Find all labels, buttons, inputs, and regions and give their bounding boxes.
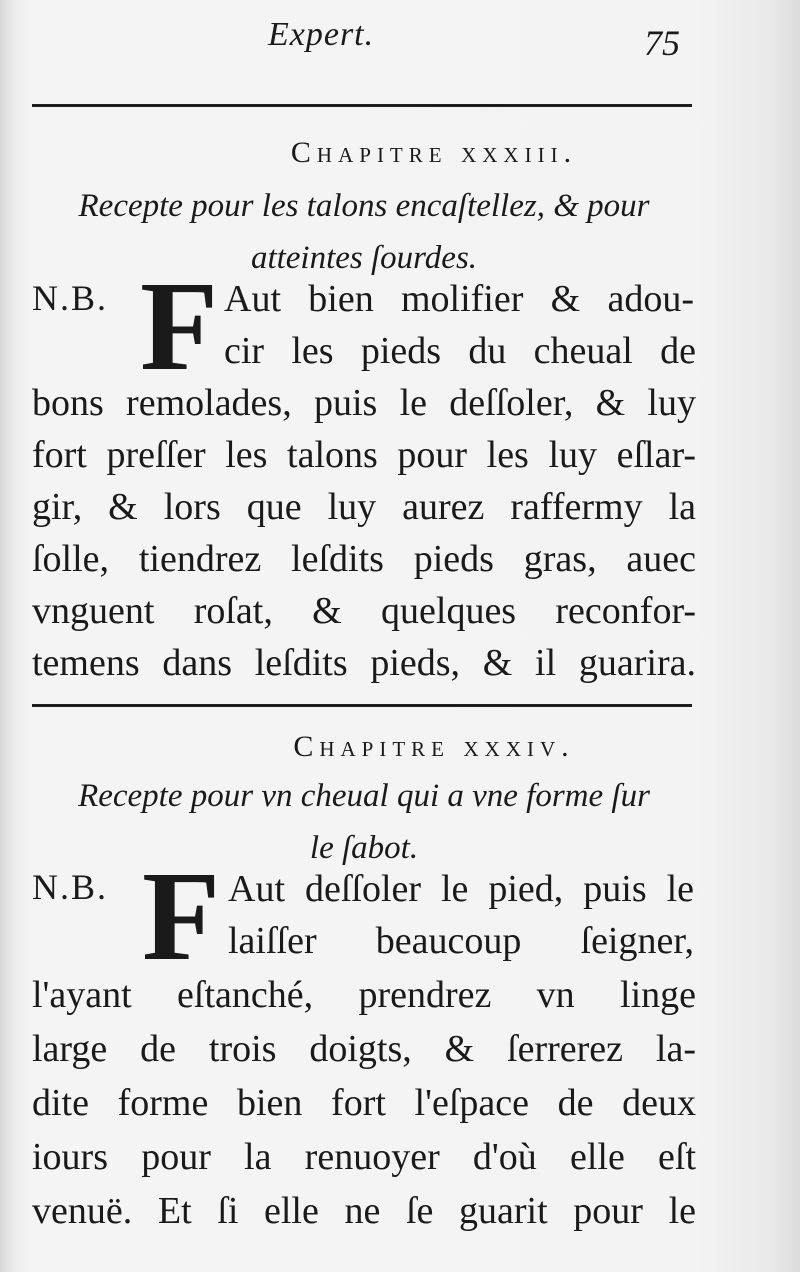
chapter-34-title: [32, 770, 696, 874]
chapter-34-nb-marker: N.B.: [32, 867, 109, 907]
chapter-33-line-6: ſolle, tiendrez leſdits pieds gras, auec: [32, 538, 696, 580]
chapter-33-title-line-2: atteintes ſourdes.: [250, 240, 478, 276]
chapter-34-title-line-2: le ſabot.: [309, 830, 419, 866]
chapter-34-line-7: venuë. Et ſi elle ne ſe guarit pour le: [32, 1190, 696, 1232]
chapter-33-line-7: vnguent roſat, & quelques reconfor-: [32, 590, 696, 632]
chapter-33-heading: Chapitre xxxiii.: [290, 136, 578, 169]
chapter-33-line-1: Aut bien molifier & adou-: [224, 278, 694, 320]
chapter-33-title-line-1: Recepte pour les talons encaſtellez, & pour: [78, 188, 650, 224]
chapter-33-title: [32, 180, 696, 284]
chapter-34-line-6: iours pour la renuoyer d'où elle eſt: [32, 1136, 696, 1178]
running-title: Expert.: [268, 16, 375, 53]
chapter-33-line-5: gir, & lors que luy aurez raffermy la: [32, 486, 696, 528]
chapter-33-line-2: cir les pieds du cheual de: [224, 330, 696, 372]
chapter-33-drop-cap: F: [140, 255, 219, 397]
chapter-34-line-5: dite forme bien fort l'eſpace de deux: [32, 1082, 696, 1124]
chapter-34-title-line-1: Recepte pour vn cheual qui a vne forme ſur: [78, 778, 650, 814]
chapter-33-line-8: temens dans leſdits pieds, & il guarira.: [32, 642, 696, 684]
chapter-34-line-4: large de trois doigts, & ſerrerez la-: [32, 1028, 696, 1070]
chapter-34-heading: Chapitre xxxiv.: [293, 730, 575, 763]
chapter-34-drop-cap: F: [142, 845, 221, 987]
page-number: 75: [644, 23, 680, 63]
chapter-33-line-4: fort preſſer les talons pour les luy eſlar-: [32, 434, 696, 476]
chapter-34-line-1: Aut deſſoler le pied, puis le: [228, 868, 694, 910]
chapter-34-line-2: laiſſer beaucoup ſeigner,: [228, 920, 694, 962]
chapter-33-nb-marker: N.B.: [32, 278, 109, 318]
chapter-33-line-3: bons remolades, puis le deſſoler, & luy: [32, 382, 696, 424]
section-rule: [32, 704, 692, 707]
top-rule: [32, 104, 692, 107]
chapter-34-line-3: l'ayant eſtanché, prendrez vn linge: [32, 974, 696, 1016]
